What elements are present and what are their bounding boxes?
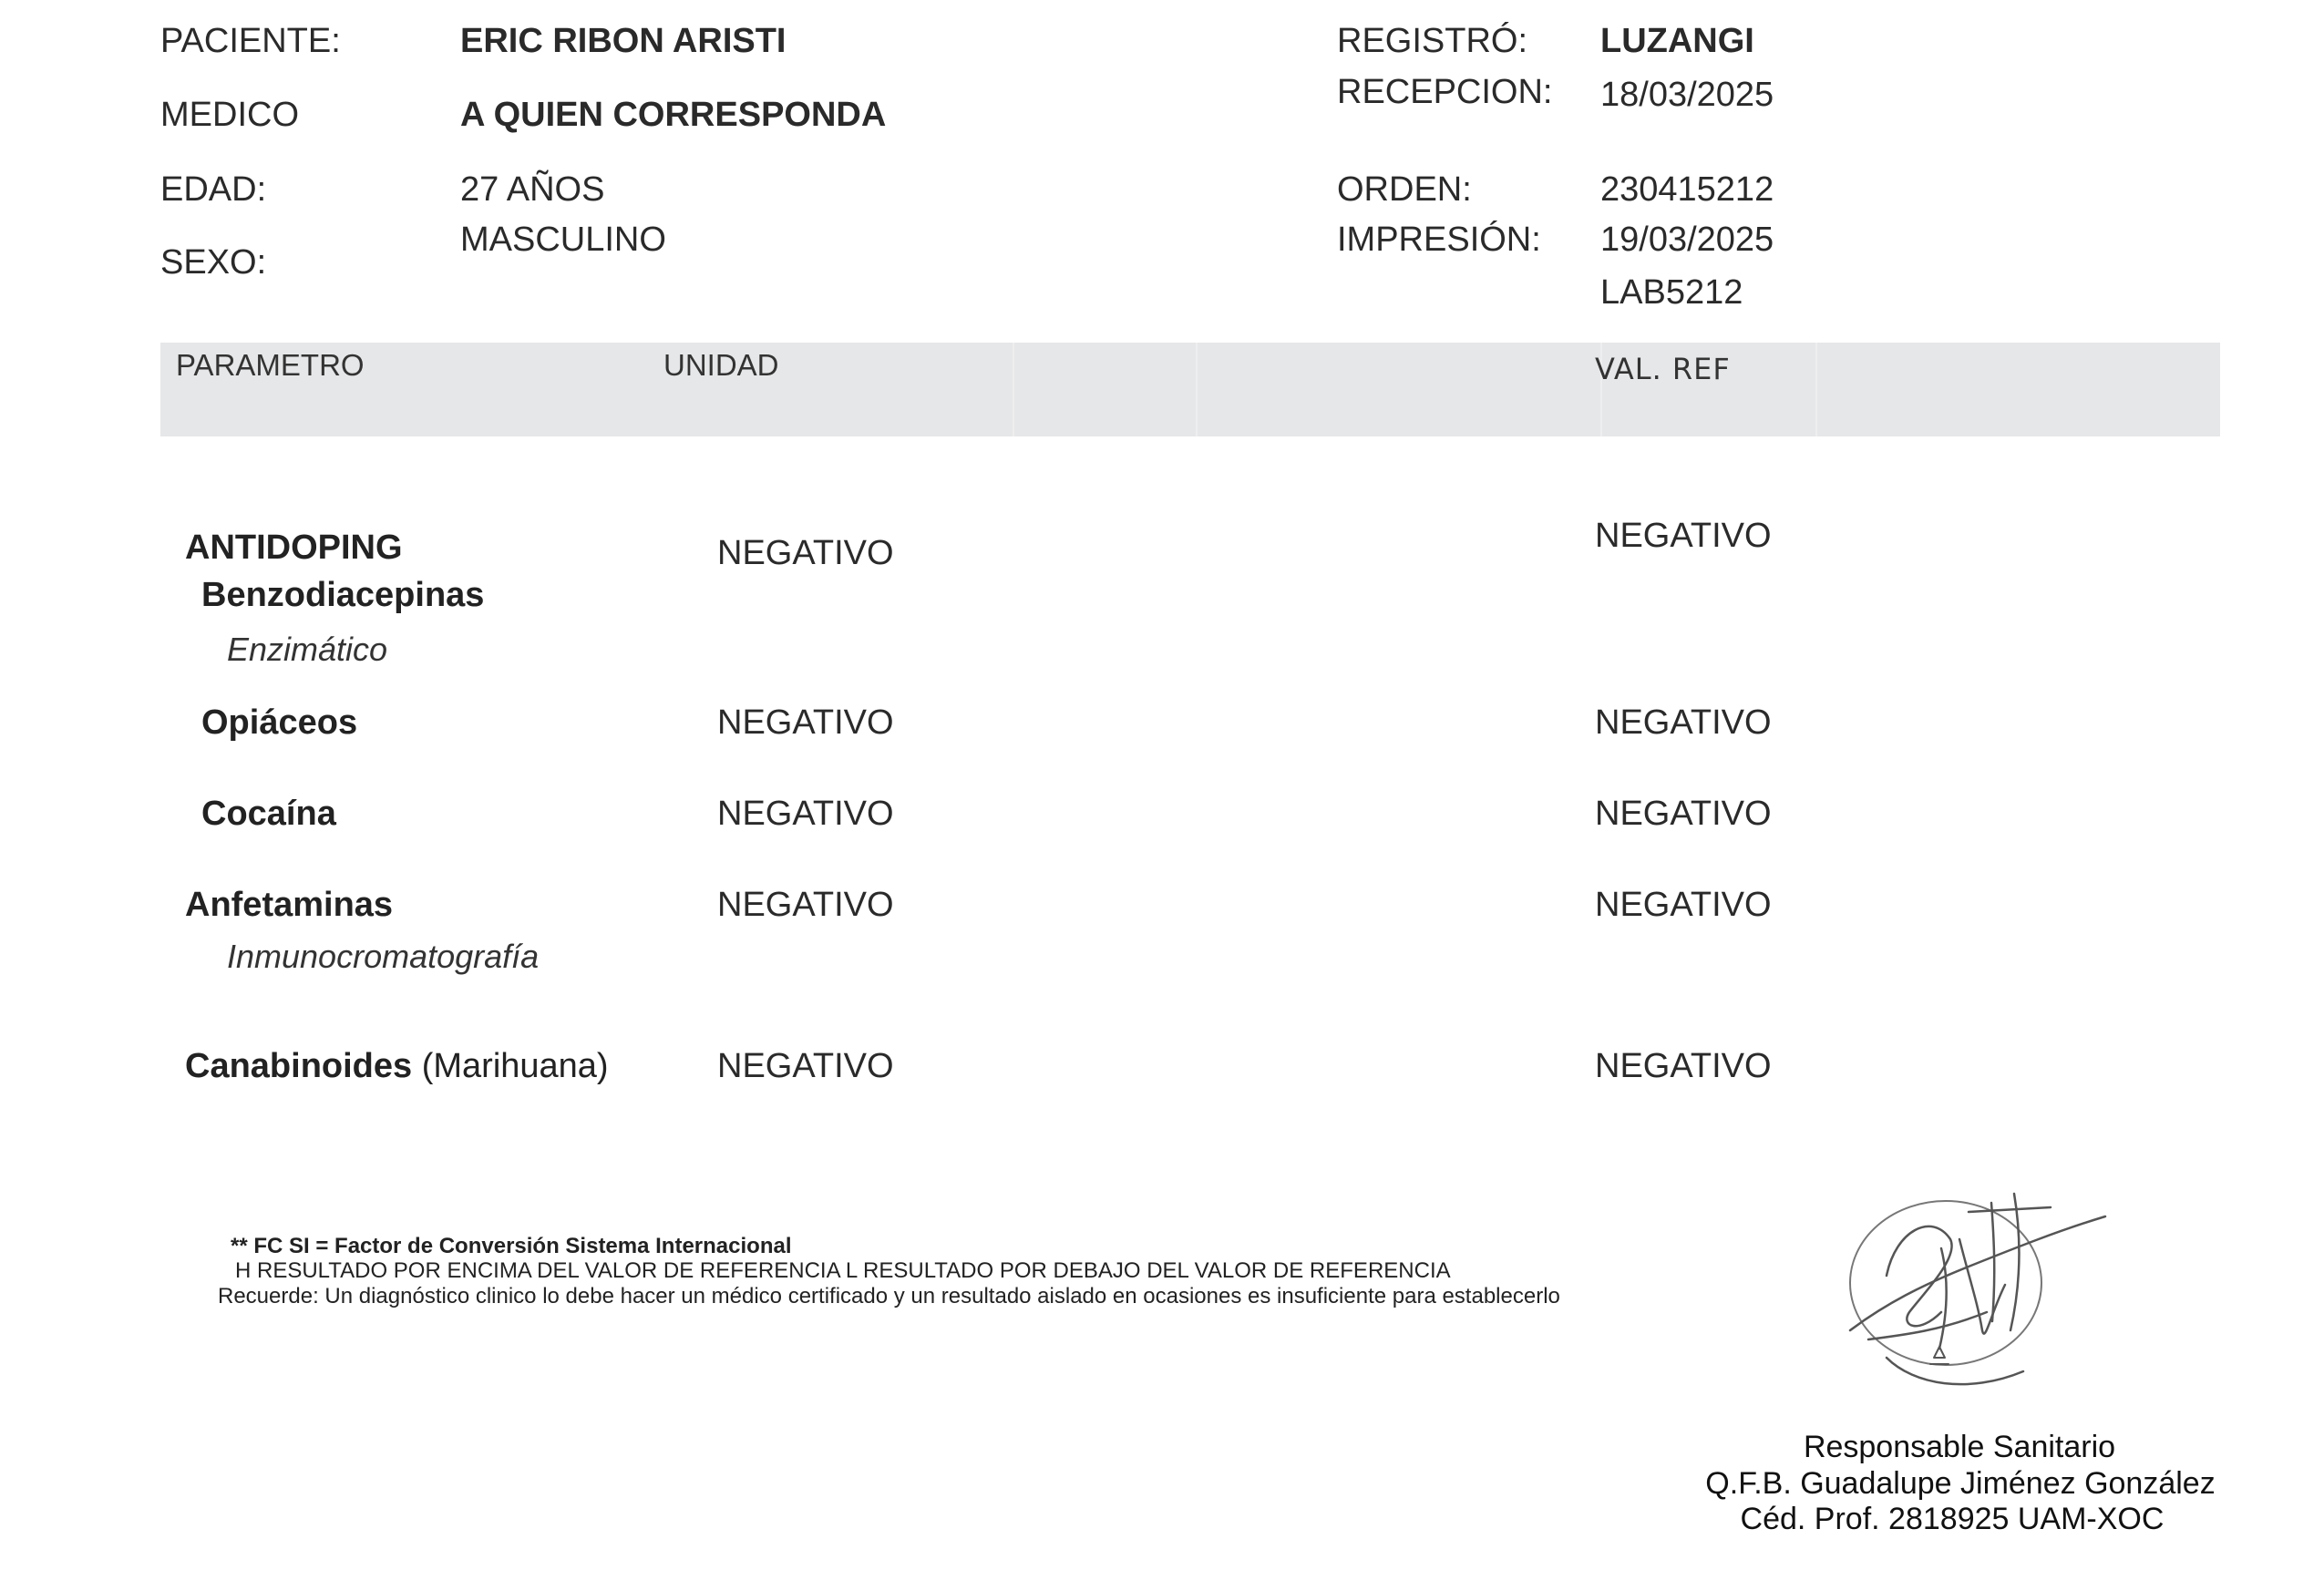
medico-label: MEDICO (160, 96, 299, 134)
signer-role: Responsable Sanitario (1803, 1430, 2116, 1464)
reference-benzodiacepinas: NEGATIVO (1595, 517, 1772, 555)
column-unidad: UNIDAD (663, 348, 779, 382)
recepcion-value: 18/03/2025 (1600, 76, 1774, 114)
sexo-label: SEXO: (160, 243, 267, 282)
param-opiaceos: Opiáceos (201, 703, 358, 742)
impresion-label: IMPRESIÓN: (1337, 221, 1541, 259)
band-divider (1013, 343, 1014, 436)
column-header-band (160, 343, 2220, 436)
result-benzodiacepinas: NEGATIVO (717, 534, 894, 572)
recepcion-label: RECEPCION: (1337, 73, 1553, 111)
param-anfetaminas: Anfetaminas (185, 886, 394, 924)
param-canabinoides (185, 1047, 609, 1086)
param-benzodiacepinas: Benzodiacepinas (201, 576, 485, 614)
reference-anfetaminas: NEGATIVO (1595, 886, 1772, 924)
param-canabinoides-qualifier: (Marihuana) (421, 1047, 609, 1085)
band-divider (1815, 343, 1817, 436)
reference-opiaceos: NEGATIVO (1595, 703, 1772, 742)
param-canabinoides-name: Canabinoides (185, 1047, 413, 1085)
registro-value: LUZANGI (1600, 22, 1754, 60)
medico-value: A QUIEN CORRESPONDA (460, 96, 887, 134)
lab-code: LAB5212 (1600, 273, 1743, 312)
impresion-value: 19/03/2025 (1600, 221, 1774, 259)
param-cocaina: Cocaína (201, 795, 336, 833)
column-val-ref: VAL. REF (1595, 352, 1731, 386)
band-divider (1196, 343, 1198, 436)
handwritten-signature-icon (1832, 1175, 2123, 1412)
result-anfetaminas: NEGATIVO (717, 886, 894, 924)
paciente-label: PACIENTE: (160, 22, 341, 60)
method-inmunocromatografia: Inmunocromatografía (227, 938, 540, 975)
reference-canabinoides: NEGATIVO (1595, 1047, 1772, 1085)
signer-cedula: Céd. Prof. 2818925 UAM-XOC (1740, 1502, 2165, 1536)
orden-label: ORDEN: (1337, 170, 1472, 209)
reference-cocaina: NEGATIVO (1595, 795, 1772, 833)
group-antidoping: ANTIDOPING (185, 528, 403, 567)
footnote-fc: ** FC SI = Factor de Conversión Sistema Internacional (231, 1234, 792, 1258)
method-enzimatico: Enzimático (227, 631, 388, 668)
edad-label: EDAD: (160, 170, 267, 209)
signer-name: Q.F.B. Guadalupe Jiménez González (1705, 1466, 2216, 1501)
footnote-recuerde: Recuerde: Un diagnóstico clinico lo debe hacer un médico certificado y un resultado aislado en ocasiones es insuficiente para establecerlo (218, 1284, 1560, 1308)
result-opiaceos: NEGATIVO (717, 703, 894, 742)
result-cocaina: NEGATIVO (717, 795, 894, 833)
edad-value: 27 AÑOS (460, 170, 605, 209)
footnote-hl: H RESULTADO POR ENCIMA DEL VALOR DE REFERENCIA L RESULTADO POR DEBAJO DEL VALOR DE REFERENCIA (235, 1258, 1451, 1283)
paciente-value: ERIC RIBON ARISTI (460, 22, 787, 60)
sexo-value: MASCULINO (460, 221, 666, 259)
orden-value: 230415212 (1600, 170, 1774, 209)
result-canabinoides: NEGATIVO (717, 1047, 894, 1085)
column-parametro: PARAMETRO (176, 348, 365, 382)
registro-label: REGISTRÓ: (1337, 22, 1528, 60)
